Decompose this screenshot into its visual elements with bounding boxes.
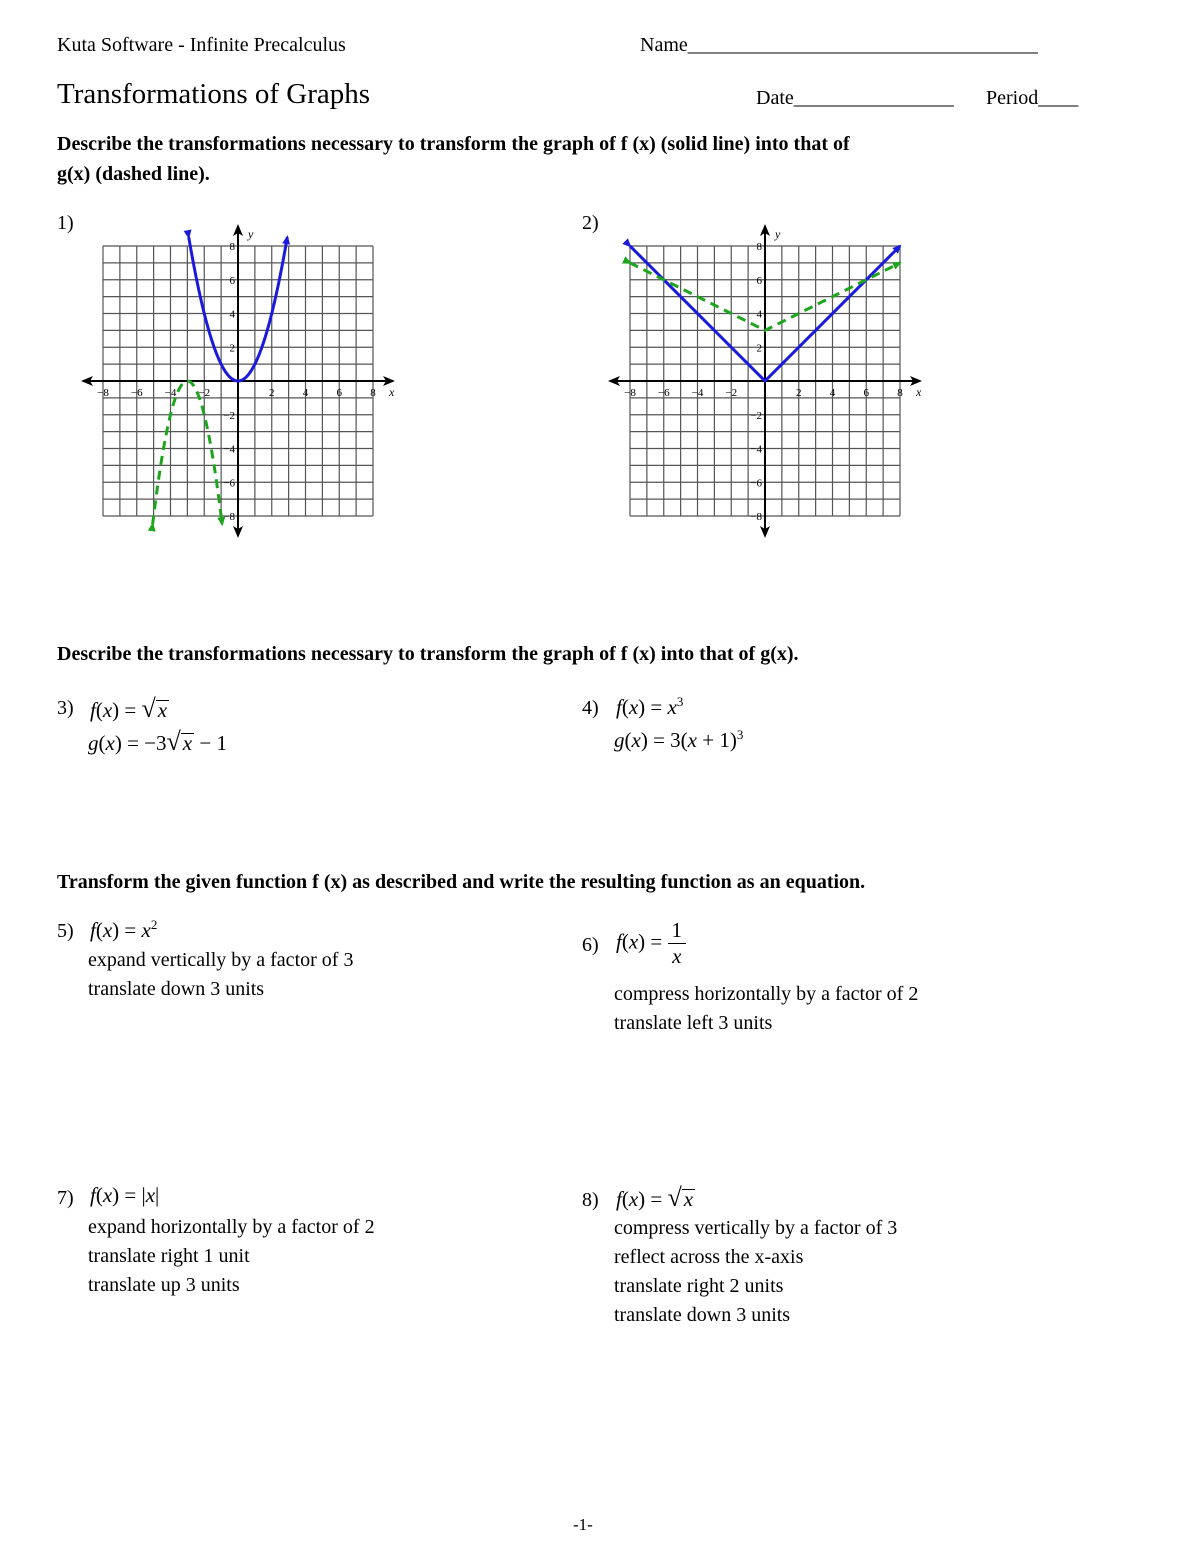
problem-number: 2) [582, 212, 599, 234]
page-title: Transformations of Graphs [57, 78, 371, 110]
page-number: -1- [573, 1515, 593, 1534]
step: translate up 3 units [88, 1274, 240, 1296]
x-tick-label: −4 [164, 387, 177, 399]
y-tick-label: −2 [750, 409, 762, 422]
y-tick-label: 8 [229, 241, 235, 253]
y-tick-label: −6 [223, 477, 235, 490]
step: expand horizontally by a factor of 2 [88, 1216, 375, 1238]
x-tick-label: −6 [130, 387, 143, 399]
step-list [88, 946, 353, 1004]
section2-instruction: Describe the transformations necessary to transform the graph of f (x) into that of g(x). [57, 643, 799, 665]
problem-number: 7) [57, 1187, 74, 1209]
function-f: f(x) = √x [90, 694, 168, 723]
x-tick-label: 4 [302, 387, 309, 399]
step-list [88, 1213, 375, 1300]
step-list [614, 1214, 897, 1330]
problem-number: 1) [57, 212, 74, 234]
function-f: f(x) = $\frac{1}{x}$ [616, 918, 686, 969]
problem-number: 5) [57, 920, 74, 942]
y-tick-label: 6 [229, 274, 235, 287]
y-tick-label: −4 [750, 443, 762, 456]
y-tick-label: −6 [750, 477, 762, 490]
step: compress vertically by a factor of 3 [614, 1217, 898, 1239]
x-tick-label: −8 [97, 387, 109, 399]
problem-number: 8) [582, 1189, 599, 1211]
y-tick-label: −2 [223, 409, 235, 422]
x-tick-label: −2 [725, 387, 738, 399]
y-tick-label: 2 [229, 342, 235, 355]
x-tick-label: 4 [829, 387, 836, 399]
x-tick-label: 2 [269, 387, 275, 399]
period-field[interactable]: Period____ [986, 87, 1079, 109]
x-tick-label: −2 [198, 387, 211, 399]
step: translate right 2 units [614, 1275, 784, 1297]
y-tick-label: −8 [223, 511, 235, 523]
x-tick-label: 8 [370, 387, 376, 399]
date-field[interactable]: Date________________ [756, 87, 954, 109]
software-name: Kuta Software - Infinite Precalculus [57, 34, 346, 56]
y-tick-label: 4 [229, 308, 235, 321]
problem-number: 4) [582, 697, 599, 719]
y-axis-label: y [775, 227, 781, 241]
y-tick-label: 8 [756, 241, 762, 253]
graph-2 [597, 215, 937, 550]
x-tick-label: −6 [657, 387, 670, 399]
x-tick-label: 2 [796, 387, 802, 399]
x-axis-label: x [389, 385, 395, 399]
step: translate right 1 unit [88, 1245, 250, 1267]
x-tick-label: −4 [691, 387, 704, 399]
problem-number: 6) [582, 934, 599, 956]
function-g: g(x) = −3√x − 1 [88, 727, 227, 756]
y-tick-label: 2 [756, 342, 762, 355]
function-f: f(x) = |x| [90, 1183, 160, 1207]
function-f: $f(x) = x^2$ [90, 917, 158, 942]
problem-number: 3) [57, 697, 74, 719]
graph-1 [70, 215, 410, 550]
x-tick-label: −8 [624, 387, 636, 399]
function-f: $f(x) = x^3$ [616, 694, 684, 719]
function-f: f(x) = √x [616, 1183, 694, 1212]
name-field[interactable]: Name___________________________________ [640, 34, 1038, 56]
step: translate left 3 units [614, 1012, 773, 1034]
section1-instruction-line2: g(x) (dashed line). [57, 163, 210, 185]
y-tick-label: −8 [750, 511, 762, 523]
y-tick-label: −4 [223, 443, 235, 456]
x-tick-label: 8 [897, 387, 903, 399]
function-g: $g(x) = 3(x + 1)^3$ [614, 727, 744, 752]
y-tick-label: 4 [756, 308, 762, 321]
section3-instruction: Transform the given function f (x) as described and write the resulting function as an equation. [57, 871, 866, 893]
step: translate down 3 units [88, 978, 265, 1000]
y-tick-label: 6 [756, 274, 762, 287]
step: expand vertically by a factor of 3 [88, 949, 354, 971]
x-tick-label: 6 [336, 387, 342, 399]
section1-instruction-line1: Describe the transformations necessary to transform the graph of f (x) (solid line) into that of [57, 133, 850, 155]
x-axis-label: x [916, 385, 922, 399]
x-tick-label: 6 [863, 387, 869, 399]
y-axis-label: y [248, 227, 254, 241]
step: compress horizontally by a factor of 2 [614, 983, 919, 1005]
step: translate down 3 units [614, 1304, 791, 1326]
step: reflect across the x-axis [614, 1246, 804, 1268]
step-list [614, 980, 918, 1038]
